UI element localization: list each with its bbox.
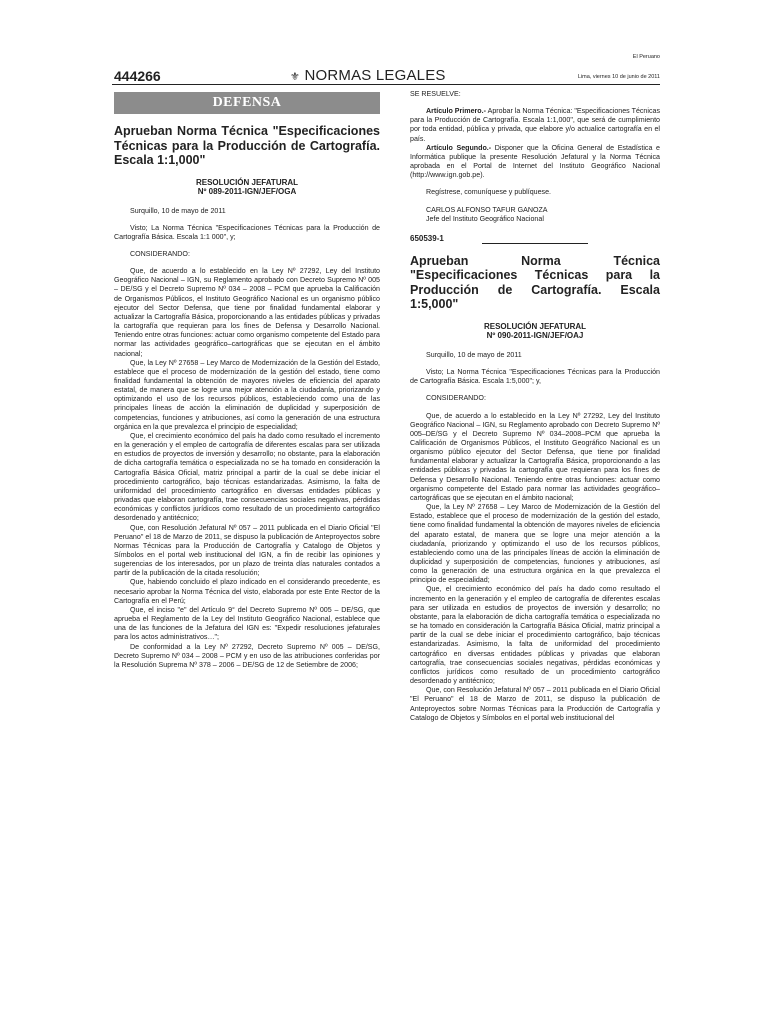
paragraph: Que, de acuerdo a lo establecido en la Ley Nº 27292, Ley del Instituto Geográfico Nacional – IGN, su Reglamento aprobado con Decreto Supremo Nº 005 – DE/SG y el Decreto Supremo Nº 034 – 2008 – PCM que aprueba la Calificación de Organismos Públicos, el Instituto Geográfico Nacional es un organismo público ejecutor del Sector Defensa, que tiene por finalidad fundamental elaborar y actualizar la Cartografía Básica, proporcionando a las entidades públicas y privadas la cartografía que requieran para los fines de Defensa y Desarrollo Nacional. Teniendo entre otras funciones: actuar como organismo competente del Estado para normar las actividades geográfico–cartográficas que se ejecutan en el ámbito nacional;	[114, 267, 380, 358]
paragraph: Que, la Ley Nº 27658 – Ley Marco de Modernización de la Gestión del Estado, establece que el proceso de modernización de la gestión del estado, tiene como finalidad fundamental la obtención de mayores niveles de eficiencia del aparato estatal, de manera que se logre una mejor atención a la ciudadanía, priorizando y optimizando el uso de los recursos públicos, estableciendo como una de las principales líneas de acción la eliminación de duplicidad y superposición de competencias, funciones y atribuciones, así como la generación de una estructura orgánica en la que prevalezca el principio de especialidad;	[114, 358, 380, 431]
resolution-number	[410, 322, 660, 341]
section-title	[290, 67, 446, 84]
article-label: Artículo Primero.-	[426, 107, 486, 116]
right-column	[410, 90, 660, 723]
paragraph: Que, el crecimiento económico del país ha dado como resultado el incremento en la generación y el empleo de cartografía de diferentes escalas para ser utilizada en estudios de proyectos de inversión y desarrollo; no obstante, para la elaboración de dicha cartografía temática o especializada no se ha tomado en consideración la Cartografía Básica Oficial, matriz principal a partir de la cual se debe iniciar el procedimiento cartográfico, bajo técnicas estandarizadas. Asimismo, la falta de uniformidad del procedimiento cartográfico en diversas entidades públicas y privadas que elaboran cartografía, trae consecuencias sociales negativas, pérdidas económicas y conflictos jurídicos como resultado de un procedimiento cartográfico desordenado y antitécnico;	[114, 431, 380, 523]
signer-name: CARLOS ALFONSO TAFUR GANOZA	[426, 205, 548, 214]
paragraph: Que, el inciso "e" del Artículo 9° del Decreto Supremo Nº 005 – DE/SG, que aprueba el Reglamento de la Ley del Instituto Geográfico Nacional, establece que una de las funciones de la Jefatura del IGN es: "Expedir resoluciones jefaturales para los actos administrativos…";	[114, 605, 380, 642]
resolution-title: Aprueban Norma Técnica "Especificaciones Técnicas para la Producción de Cartografía. Escala 1:5,000"	[410, 253, 660, 312]
section-band: DEFENSA	[114, 92, 380, 114]
paragraph: Que, con Resolución Jefatural Nº 057 – 2011 publicada en el Diario Oficial "El Peruano" el 18 de Marzo de 2011, se dispuso la publicación de Anteproyectos sobre Normas Técnicas para la Producción de Cartografía y Catalogo de Objetos y Símbolos en el portal web institucional del	[410, 686, 660, 722]
article-label: Artículo Segundo.-	[426, 143, 492, 152]
visto-paragraph: Visto; La Norma Técnica "Especificaciones Técnicas para la Producción de Cartografía Básica. Escala 1:1 000", y;	[114, 223, 380, 241]
publication-code: 650539-1	[410, 233, 444, 243]
paragraph: De conformidad a la Ley Nº 27292, Decreto Supremo Nº 005 – DE/SG, Decreto Supremo Nº 034 – 2008 – PCM y en uso de las atribuciones conferidas por la Resolución Suprema Nº 378 – 2006 – DE/SG de 12 de Setiembre de 2006;	[114, 642, 380, 669]
newspaper-page	[112, 54, 660, 1008]
place-date: Surquillo, 10 de mayo de 2011	[130, 206, 226, 215]
article-text: Aprobar la Norma Técnica: "Especificaciones Técnicas para la Producción de Cartografía. Escala 1:1,000", que será de cumplimiento por toda entidad, pública y privada, que elabore y/o actualice cartografía en el país.	[410, 107, 660, 143]
paragraph: Que, con Resolución Jefatural Nº 057 – 2011 publicada en el Diario Oficial "El Peruano" el 18 de Marzo de 2011, se dispuso la publicación de Anteproyectos sobre Normas Técnicas para la Producción de Cartografía y Catalogo de Objetos y Símbolos en el portal web institucional del IGN, a fin de recibir las opiniones y sugerencias de los interesados, por un plazo de treinta días naturales contados a partir de la publicación de la citada resolución;	[114, 523, 380, 578]
resolution-title: Aprueban Norma Técnica "Especificaciones Técnicas para la Producción de Cartografía. Escala 1:1,000"	[114, 124, 380, 167]
paragraph: Que, la Ley Nº 27658 – Ley Marco de Modernización de la Gestión del Estado, establece que el proceso de modernización de la gestión del estado, tiene como finalidad fundamental la obtención de mayores niveles de eficiencia del aparato estatal, de manera que se logre una mejor atención a la ciudadanía, priorizando y optimizando el uso de los recursos públicos, estableciendo como una de las principales líneas de acción la eliminación de duplicidad y superposición de competencias, funciones y atribuciones, así como la generación de una estructura orgánica en la que prevalezca el principio de especialidad;	[410, 503, 660, 585]
resolution-number	[114, 178, 380, 197]
section-title-text: NORMAS LEGALES	[304, 67, 446, 84]
signer-title: Jefe del Instituto Geográfico Nacional	[426, 214, 544, 223]
place-date: Surquillo, 10 de mayo de 2011	[426, 350, 522, 359]
paragraph: Que, de acuerdo a lo establecido en la Ley Nº 27292, Ley del Instituto Geográfico Nacional – IGN, su Reglamento aprobado con Decreto Supremo Nº 005–DE/SG y el Decreto Supremo Nº 034–2008–PCM que aprueba la Calificación de Organismos Públicos, el Instituto Geográfico Nacional es un organismo público ejecutor del Sector Defensa, que tiene por finalidad fundamental elaborar y actualizar la Cartografía Básica, proporcionando a las entidades públicas y privadas la cartografía que requieran para los fines de Defensa y Desarrollo Nacional. Teniendo entre otras funciones: actuar como organismo competente del Estado para normar las actividades geográfico–cartográficas que se ejecutan en el ámbito nacional;	[410, 411, 660, 502]
considerando-heading: CONSIDERANDO:	[426, 394, 486, 403]
resolution-code: Nº 090-2011-IGN/JEF/OAJ	[486, 331, 584, 341]
paragraph: Que, habiendo concluido el plazo indicado en el considerando precedente, es necesario aprobar la Norma Técnica del visto, elaborada por este Ente Rector de la Cartografía en el Perú;	[114, 578, 380, 605]
closing-line: Regístrese, comuníquese y publíquese.	[426, 188, 552, 197]
resolution-type: RESOLUCIÓN JEFATURAL	[483, 321, 587, 331]
visto-paragraph: Visto; La Norma Técnica "Especificaciones Técnicas para la Producción de Cartografía Básica. Escala 1:5,000"; y,	[410, 368, 660, 386]
article-text: Disponer que la Oficina General de Estadística e Informática publique la presente Resolución Jefatural y la Norma Técnica aprobada en el Portal de Internet del Instituto Geográfico Nacional (http://www.ign.gob.pe).	[410, 143, 660, 180]
left-column	[114, 92, 380, 670]
issue-date: Lima, viernes 10 de junio de 2011	[577, 74, 660, 80]
divider	[482, 243, 588, 244]
resolution-type: RESOLUCIÓN JEFATURAL	[195, 177, 299, 187]
article-second	[410, 144, 660, 181]
resolution-code: Nº 089-2011-IGN/JEF/OGA	[197, 187, 297, 196]
seal-icon: ⚜	[290, 71, 301, 83]
page-number: 444266	[114, 68, 161, 84]
se-resuelve-heading: SE RESUELVE:	[410, 90, 461, 98]
considerando-heading: CONSIDERANDO:	[130, 249, 190, 258]
paper-name: El Peruano	[632, 54, 660, 60]
page-header	[112, 66, 660, 85]
paragraph: Que, el crecimiento económico del país ha dado como resultado el incremento en la generación y el empleo de cartografía de diferentes escalas para ser utilizada en estudios de proyectos de inversión y desarrollo; no obstante, para la elaboración de dicha cartografía temática o especializada no se ha tomado en consideración la Cartografía Básica Oficial, matriz principal a partir de la cual se debe iniciar el procedimiento cartográfico, bajo técnicas estandarizadas. Asimismo, la falta de uniformidad del procedimiento cartográfico en diversas entidades públicas y privadas que elaboran cartografía, trae consecuencias sociales negativas, pérdidas económicas y conflictos jurídicos como resultado de un procedimiento cartográfico desordenado y antitécnico;	[410, 585, 660, 686]
article-first	[410, 107, 660, 144]
